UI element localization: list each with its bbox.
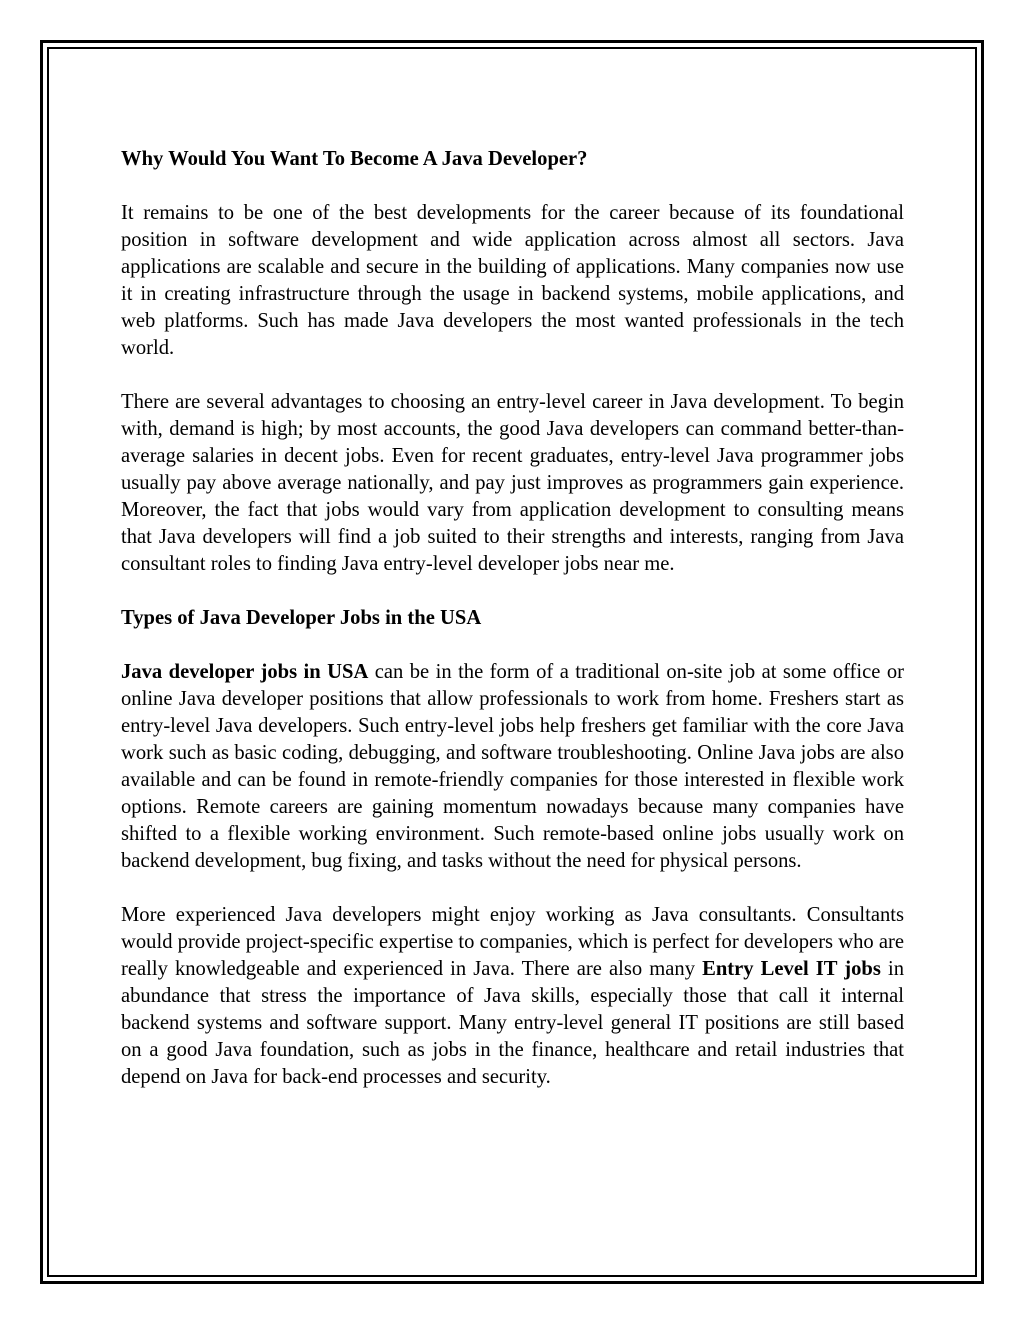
paragraph-3 — [121, 659, 904, 875]
document-body — [121, 146, 904, 1118]
paragraph-4 — [121, 902, 904, 1091]
link-entry-level-it-jobs: Entry Level IT jobs — [702, 958, 881, 980]
paragraph-1: It remains to be one of the best developments for the career because of its foundational position in software development and wide application across almost all sectors. Java applications are scalable and secure in the building of applications. Many companies now use it in creating infrastructure through the usage in backend systems, mobile applications, and web platforms. Such has made Java developers the most wanted professionals in the tech world. — [121, 202, 904, 359]
heading-types-of-jobs: Types of Java Developer Jobs in the USA — [121, 607, 482, 629]
paragraph-4-text: in abundance that stress the importance of Java skills, especially those that call it internal backend systems and software support. Many entry-level general IT positions are still based on a good Java foundation, such as jobs in the finance, healthcare and retail industries that depend on Java for back-end processes and security. — [121, 958, 904, 1088]
link-java-developer-jobs: Java developer jobs in USA — [121, 661, 369, 683]
heading-why-java: Why Would You Want To Become A Java Developer? — [121, 148, 588, 170]
paragraph-2: There are several advantages to choosing an entry-level career in Java development. To begin with, demand is high; by most accounts, the good Java developers can command better-than-average salaries in decent jobs. Even for recent graduates, entry-level Java programmer jobs usually pay above average nationally, and pay just improves as programmers gain experience. Moreover, the fact that jobs would vary from application development to consulting means that Java developers will find a job suited to their strengths and interests, ranging from Java consultant roles to finding Java entry-level developer jobs near me. — [121, 391, 904, 575]
paragraph-3-text: can be in the form of a traditional on-site job at some office or online Java developer positions that allow professionals to work from home. Freshers start as entry-level Java developers. Such entry-level jobs help freshers get familiar with the core Java work such as basic coding, debugging, and software troubleshooting. Online Java jobs are also available and can be found in remote-friendly companies for those interested in flexible work options. Remote careers are gaining momentum nowadays because many companies have shifted to a flexible working environment. Such remote-based online jobs usually work on backend development, bug fixing, and tasks without the need for physical persons. — [121, 661, 904, 872]
paragraph-4-start: More experienced Java developers might enjoy working as Java consultants. Consultants would provide project-specific expertise to companies, which is perfect for developers who are really knowledgeable and experienced in Java. There are also many — [121, 904, 904, 980]
